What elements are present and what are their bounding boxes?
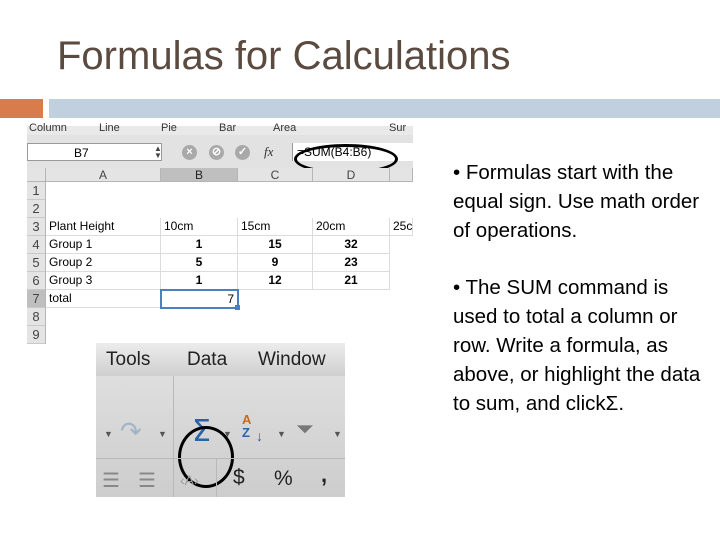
toolbar-separator bbox=[96, 458, 345, 459]
cell-d5[interactable]: 23 bbox=[313, 254, 390, 272]
chevron-down-icon[interactable]: ▼ bbox=[104, 429, 113, 439]
row-header[interactable]: 8 bbox=[27, 308, 46, 326]
row-header[interactable]: 1 bbox=[27, 182, 46, 200]
name-box-stepper-icon[interactable]: ▲ ▼ bbox=[154, 144, 162, 160]
cell-e3[interactable]: 25c bbox=[390, 218, 413, 236]
menu-fragment[interactable]: Sur bbox=[389, 122, 407, 134]
menu-fragment[interactable]: Line bbox=[99, 122, 120, 134]
toolbar-separator bbox=[216, 458, 217, 497]
cell-d4[interactable]: 32 bbox=[313, 236, 390, 254]
cancel-icon[interactable]: × bbox=[182, 145, 197, 160]
font-size-icon[interactable]: ‹A› bbox=[180, 472, 199, 488]
chevron-down-icon[interactable]: ▼ bbox=[223, 429, 232, 439]
fx-icon[interactable]: fx bbox=[264, 144, 274, 159]
cell-d6[interactable]: 21 bbox=[313, 272, 390, 290]
autosum-sigma-icon[interactable]: Σ bbox=[192, 414, 211, 449]
menu-fragment[interactable]: Area bbox=[273, 122, 297, 134]
currency-icon[interactable]: $ bbox=[233, 466, 245, 489]
column-header-a[interactable]: A bbox=[46, 168, 161, 182]
menu-tools[interactable]: Tools bbox=[106, 349, 151, 370]
cell-b5[interactable]: 5 bbox=[161, 254, 238, 272]
bullet-item: • The SUM command is used to total a column or row. Write a formula, as above, or highlight the data to sum, and clickΣ. bbox=[453, 276, 701, 415]
ribbon-screenshot bbox=[96, 343, 345, 497]
row-header[interactable]: 2 bbox=[27, 200, 46, 218]
error-icon[interactable]: ⊘ bbox=[209, 145, 224, 160]
name-box[interactable]: B7 bbox=[27, 143, 162, 161]
menu-data[interactable]: Data bbox=[187, 349, 228, 370]
column-header-d[interactable]: D bbox=[313, 168, 390, 182]
menu-window[interactable]: Window bbox=[258, 349, 326, 370]
gallery-icon[interactable]: ☰ bbox=[102, 470, 120, 492]
column-header-b[interactable]: B bbox=[161, 168, 238, 182]
chevron-down-icon[interactable]: ▼ bbox=[277, 429, 286, 439]
cell-a6[interactable]: Group 3 bbox=[46, 272, 161, 290]
spreadsheet-screenshot bbox=[27, 122, 413, 342]
row-header[interactable]: 4 bbox=[27, 236, 46, 254]
menu-fragment[interactable]: Bar bbox=[219, 122, 237, 134]
cell-b3[interactable]: 10cm bbox=[161, 218, 238, 236]
toolbar-separator bbox=[173, 458, 174, 497]
chevron-down-icon[interactable]: ▼ bbox=[158, 429, 167, 439]
accent-bar-orange bbox=[0, 99, 43, 118]
cell-c4[interactable]: 15 bbox=[238, 236, 313, 254]
select-all-corner[interactable] bbox=[27, 168, 46, 182]
row-header[interactable]: 3 bbox=[27, 218, 46, 236]
menu-fragment[interactable]: Column bbox=[29, 122, 67, 134]
cell-a7[interactable]: total bbox=[46, 290, 161, 308]
column-header-c[interactable]: C bbox=[238, 168, 313, 182]
formula-bar bbox=[27, 135, 413, 169]
menu-fragment[interactable]: Pie bbox=[161, 122, 177, 134]
redo-icon[interactable]: ↷ bbox=[120, 416, 142, 446]
cell-c6[interactable]: 12 bbox=[238, 272, 313, 290]
chart-type-menu-strip bbox=[27, 122, 413, 135]
cell-a4[interactable]: Group 1 bbox=[46, 236, 161, 254]
cell-b6[interactable]: 1 bbox=[161, 272, 238, 290]
row-header[interactable]: 5 bbox=[27, 254, 46, 272]
accent-bar-blue bbox=[49, 99, 720, 118]
cell-a5[interactable]: Group 2 bbox=[46, 254, 161, 272]
sort-az-icon[interactable]: A Z bbox=[242, 412, 252, 440]
menu-bar bbox=[96, 343, 345, 376]
comma-icon[interactable]: , bbox=[321, 462, 328, 487]
bullet-item: • Formulas start with the equal sign. Use math order of operations. bbox=[453, 161, 700, 242]
cell-d3[interactable]: 20cm bbox=[313, 218, 390, 236]
fill-handle[interactable] bbox=[235, 305, 240, 310]
gallery-alt-icon[interactable]: ☰ bbox=[138, 470, 156, 492]
slide-title: Formulas for Calculations bbox=[57, 34, 511, 78]
sort-arrow-icon[interactable]: ↓ bbox=[256, 428, 263, 444]
row-header[interactable]: 6 bbox=[27, 272, 46, 290]
cell-c5[interactable]: 9 bbox=[238, 254, 313, 272]
cell-b7-active[interactable]: 7 bbox=[160, 289, 239, 309]
percent-icon[interactable]: % bbox=[274, 467, 293, 490]
filter-funnel-icon[interactable]: ⏷ bbox=[296, 416, 314, 441]
cell-b4[interactable]: 1 bbox=[161, 236, 238, 254]
column-header-e[interactable] bbox=[390, 168, 413, 182]
row-header[interactable]: 9 bbox=[27, 326, 46, 344]
chevron-down-icon[interactable]: ▼ bbox=[333, 429, 342, 439]
bullet-list bbox=[453, 158, 703, 418]
standard-toolbar bbox=[96, 376, 345, 497]
confirm-icon[interactable]: ✓ bbox=[235, 145, 250, 160]
row-header[interactable]: 7 bbox=[27, 290, 46, 308]
formula-input[interactable]: =SUM(B4:B6) bbox=[292, 143, 413, 161]
cell-c3[interactable]: 15cm bbox=[238, 218, 313, 236]
cell-a3[interactable]: Plant Height bbox=[46, 218, 161, 236]
